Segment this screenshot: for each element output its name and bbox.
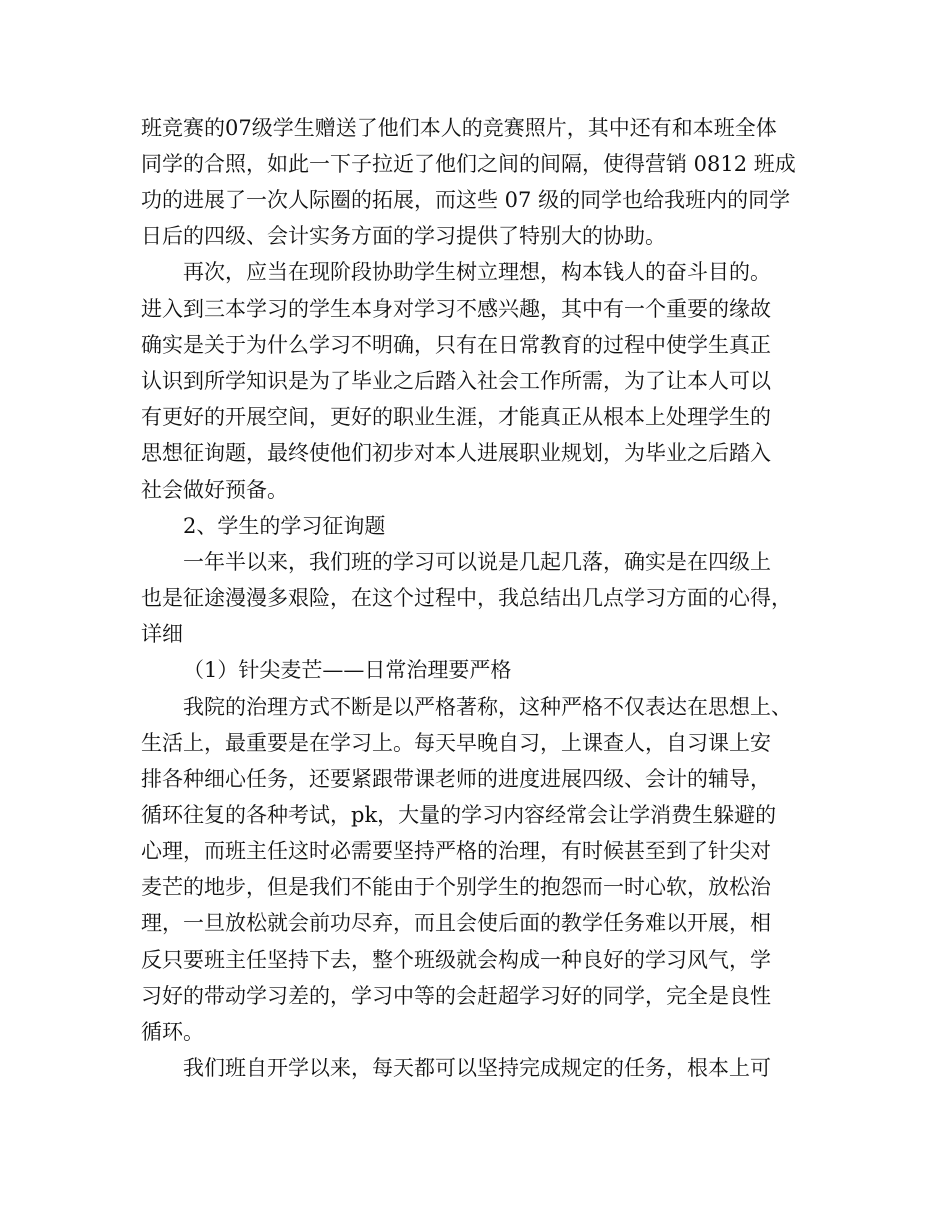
paragraph-line: 循环往复的各种考试，pk，大量的学习内容经常会让学消费生躲避的: [141, 803, 777, 827]
paragraph-line: 心理，而班主任这时必需要坚持严格的治理，有时候甚至到了针尖对: [141, 839, 771, 863]
paragraph-line: 思想征询题，最终使他们初步对本人进展职业规划，为毕业之后踏入: [141, 441, 771, 465]
paragraph-line: 麦芒的地步，但是我们不能由于个别学生的抱怨而一时心软，放松治: [141, 875, 771, 899]
paragraph-line: 排各种细心任务，还要紧跟带课老师的进度进展四级、会计的辅导，: [141, 767, 771, 791]
paragraph-line: 进入到三本学习的学生本身对学习不感兴趣，其中有一个重要的缘故: [141, 297, 771, 321]
paragraph-line: 社会做好预备。: [141, 478, 288, 502]
paragraph-line: 习好的带动学习差的，学习中等的会赶超学习好的同学，完全是良性: [141, 984, 771, 1008]
paragraph-line: 生活上，最重要是在学习上。每天早晚自习，上课查人，自习课上安: [141, 731, 771, 755]
paragraph-line: 日后的四级、会计实务方面的学习提供了特别大的协助。: [141, 224, 666, 248]
paragraph-line: 循环。: [141, 1020, 204, 1044]
paragraph-line: 我们班自开学以来，每天都可以坚持完成规定的任务，根本上可: [183, 1056, 771, 1080]
paragraph-line: 也是征途漫漫多艰险，在这个过程中，我总结出几点学习方面的心得，: [141, 586, 792, 610]
paragraph-line: 理，一旦放松就会前功尽弃，而且会使后面的教学任务难以开展，相: [141, 911, 771, 935]
paragraph-line: 功的进展了一次人际圈的拓展，而这些 07 级的同学也给我班内的同学: [141, 188, 791, 212]
paragraph-line: 有更好的开展空间，更好的职业生涯，才能真正从根本上处理学生的: [141, 405, 771, 429]
paragraph-line: 我院的治理方式不断是以严格著称，这种严格不仅表达在思想上、: [183, 695, 792, 719]
section-heading: 2、学生的学习征询题: [183, 514, 386, 538]
subsection-heading: （1）针尖麦芒——日常治理要严格: [183, 658, 512, 682]
paragraph-line: 详细: [141, 622, 183, 646]
paragraph-line: 班竞赛的07级学生赠送了他们本人的竞赛照片，其中还有和本班全体: [141, 116, 777, 140]
paragraph-line: 认识到所学知识是为了毕业之后踏入社会工作所需，为了让本人可以: [141, 369, 771, 393]
paragraph-line: 一年半以来，我们班的学习可以说是几起几落，确实是在四级上: [183, 550, 771, 574]
paragraph-line: 反只要班主任坚持下去，整个班级就会构成一种良好的学习风气，学: [141, 948, 771, 972]
paragraph-line: 确实是关于为什么学习不明确，只有在日常教育的过程中使学生真正: [141, 333, 771, 357]
paragraph-line: 同学的合照，如此一下子拉近了他们之间的间隔，使得营销 0812 班成: [141, 152, 796, 176]
paragraph-line: 再次，应当在现阶段协助学生树立理想，构本钱人的奋斗目的。: [183, 260, 771, 284]
